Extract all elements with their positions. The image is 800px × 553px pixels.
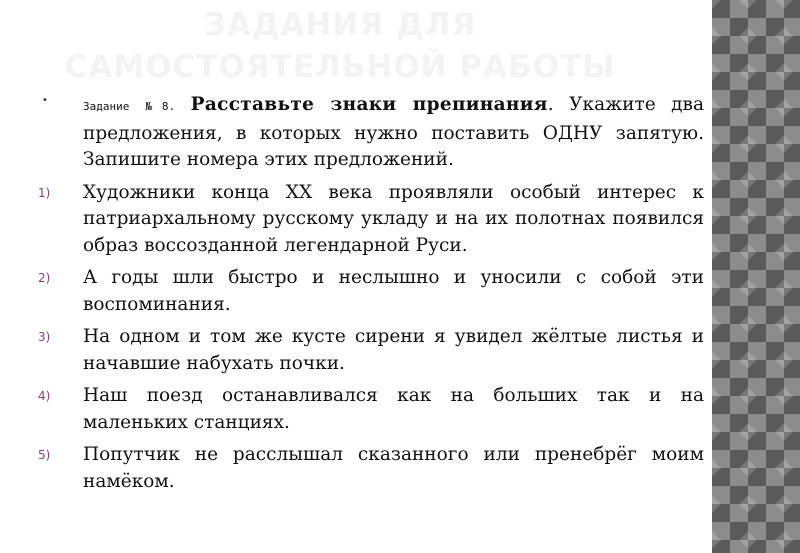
- list-item-2: [38, 265, 704, 318]
- list-item-4: [38, 383, 704, 436]
- list-item-text: Попутчик не расслышал сказанного или пренебрёг моим намёком.: [83, 444, 704, 492]
- slide-title-line-1: ЗАДАНИЯ ДЛЯ: [203, 7, 477, 43]
- slide-content: [38, 92, 704, 495]
- list-item-text: А годы шли быстро и неслышно и уносили с собой эти воспоминания.: [83, 267, 704, 315]
- list-item-number: 3): [38, 330, 51, 344]
- bullet-icon: •: [42, 95, 48, 106]
- decorative-side-pattern: [712, 0, 800, 553]
- task-label: Задание №8.: [83, 100, 176, 113]
- task-instruction-rest: . Укажите два предложения, в которых нужно поставить ОДНУ запятую. Запишите номера этих предложений.: [83, 94, 704, 170]
- list-item-5: [38, 442, 704, 495]
- list-item-number: 4): [38, 389, 51, 403]
- list-item-number: 1): [38, 185, 51, 200]
- list-item-number: 5): [38, 448, 51, 462]
- list-item-text: Художники конца ХХ века проявляли особый интерес к патриархальному русскому укладу и на их полотнах появился образ воссозданной легендарной Руси.: [83, 181, 704, 256]
- slide-title: [40, 4, 640, 88]
- list-item-1: [38, 180, 704, 260]
- slide-title-line-2: САМОСТОЯТЕЛЬНОЙ РАБОТЫ: [64, 49, 616, 85]
- list-item-text: На одном и том же кусте сирени я увидел жёлтые листья и начавшие набухать почки.: [83, 326, 704, 374]
- list-item-3: [38, 324, 704, 377]
- task-instruction-bold: Расставьте знаки препинания: [190, 94, 548, 115]
- task-paragraph: [38, 92, 704, 174]
- list-item-number: 2): [38, 271, 51, 285]
- list-item-text: Наш поезд останавливался как на больших так и на маленьких станциях.: [83, 385, 704, 433]
